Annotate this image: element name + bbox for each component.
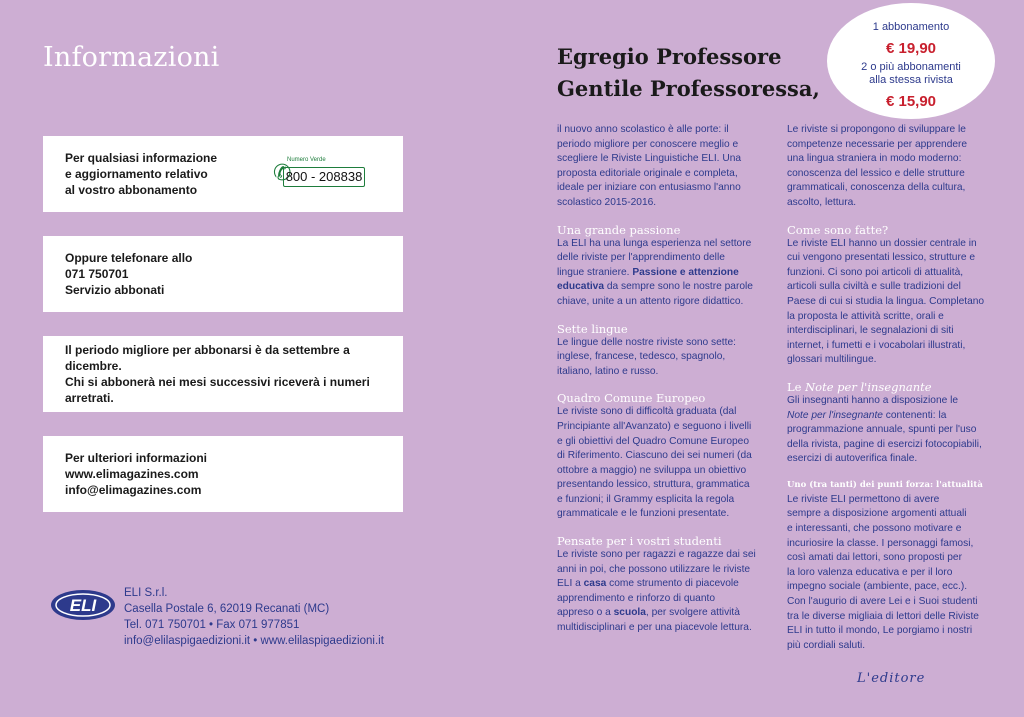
info-line: e aggiornamento relativo (65, 167, 208, 181)
email-link[interactable]: info@elimagazines.com (65, 483, 202, 497)
info-text (65, 150, 217, 198)
info-text (65, 450, 207, 498)
company-name: ELI S.r.l. (124, 587, 168, 599)
section-paragraph: Le riviste sono di difficoltà graduata (dal Principiante all'Avanzato) e seguono i livelli e gli obiettivi del Quadro Comune Europeo di Riferimento. Ciascuno dei sei numeri (da ottobre a maggio) ne sviluppa un obiettivo presentando lessico, struttura, grammatica e funzioni; il Grammy esplicita la regola grammaticale e le funzioni presentate. (557, 406, 752, 520)
info-box-contatti (43, 436, 403, 512)
section-paragraph: La ELI ha una lunga esperienza nel settore delle riviste per l'apprendimento delle lingue straniere. Passione e attenzione educativa da sempre sono le nostre parole chiave, unite a un attento rigore didattico. (557, 237, 753, 307)
section-paragraph: Le riviste sono per ragazzi e ragazze dai sei anni in poi, che possono utilizzare le riviste ELI a casa come strumento di piacevole apprendimento e rinforzo di quanto appreso o a scuola, per svolgere attività multidisciplinari e per una piacevole lettura. (557, 549, 756, 634)
website-link[interactable]: www.elimagazines.com (65, 467, 199, 481)
info-text (65, 342, 381, 406)
info-line: Oppure telefonare allo (65, 251, 193, 265)
info-line: al vostro abbonamento (65, 183, 198, 197)
page-title: Informazioni (43, 42, 220, 73)
section-heading: Quadro Comune Europeo (557, 391, 706, 406)
section-heading: Le Note per l'insegnante (787, 379, 932, 394)
greeting-title (557, 41, 820, 105)
info-text (65, 250, 192, 298)
company-address: Casella Postale 6, 62019 Recanati (MC) (124, 603, 330, 615)
company-phone: Tel. 071 750701 • Fax 071 977851 (124, 619, 300, 631)
info-box-periodo (43, 336, 403, 412)
info-line: Per qualsiasi informazione (65, 151, 218, 165)
section-paragraph: Gli insegnanti hanno a disposizione le Note per l'insegnante contenenti: la programmazione annuale, spunti per l'uso della rivista, pagine di esercizi fotocopiabili, esercizi di autoverifica finale. (787, 394, 982, 465)
price-label: 2 o più abbonamenti (861, 61, 961, 73)
freephone-badge[interactable] (273, 159, 367, 189)
price-single: € 19,90 (885, 40, 937, 57)
section-heading: Pensate per i vostri studenti (557, 534, 722, 549)
info-line: Il periodo migliore per abbonarsi è da settembre a dicembre. (65, 343, 350, 373)
info-box-abbonamento (43, 136, 403, 212)
price-label: 1 abbonamento (872, 21, 950, 33)
logo-text: ELI (69, 596, 97, 615)
company-info (124, 585, 384, 649)
price-multi: € 15,90 (885, 93, 937, 110)
phone-icon: ✆ (273, 161, 292, 186)
section-heading: Come sono fatte? (787, 222, 889, 237)
info-line: Chi si abbonerà nei mesi successivi riceverà i numeri arretrati. (65, 375, 370, 405)
eli-logo (50, 588, 116, 622)
freephone-label: Numero Verde (287, 157, 326, 163)
info-line: Per ulteriori informazioni (65, 451, 208, 465)
price-label: alla stessa rivista (869, 74, 953, 86)
section-paragraph: Le riviste ELI permettono di avere sempre a disposizione argomenti attuali e interessanti, che possono motivare e incuriosire la classe. I personaggi famosi, così amati dai lettori, sono proposti per la loro valenza educativa e per il loro impegno sociale (ambiente, pace, ecc.). Con l'augurio di avere Lei e i Suoi studenti tra le diverse migliaia di lettori delle Riviste ELI in tutto il mondo, Le porgiamo i nostri più cordiali saluti. (787, 493, 979, 651)
freephone-number[interactable]: 800 - 208838 (283, 167, 365, 187)
info-line: Servizio abbonati (65, 283, 165, 297)
section-heading: Una grande passione (557, 222, 681, 237)
section-heading: Sette lingue (557, 321, 628, 336)
signature: L'editore (857, 671, 926, 686)
section-subheading: Uno (tra tanti) dei punti forza: l'attualità (787, 479, 983, 490)
section-paragraph: Le lingue delle nostre riviste sono sette: inglese, francese, tedesco, spagnolo, italiano, latino e russo. (557, 336, 736, 377)
greeting-line: Gentile Professoressa, (557, 76, 820, 101)
company-web[interactable]: info@elilaspigaedizioni.it • www.elilaspigaedizioni.it (124, 635, 384, 647)
letter-column-1 (557, 123, 769, 648)
intro-paragraph: Le riviste si propongono di sviluppare le competenze necessarie per apprendere una lingua straniera in modo moderno: conoscenza del lessico e delle strutture grammaticali, conoscenza della cultura, ascolto, lettura. (787, 124, 968, 208)
intro-paragraph: il nuovo anno scolastico è alle porte: il periodo migliore per conoscere meglio e scegliere le Riviste Linguistiche ELI. Una proposta editoriale originale e completa, ideale per iniziare con entusiasmo l'anno scolastico 2015-2016. (557, 124, 742, 208)
greeting-line: Egregio Professore (557, 44, 782, 69)
price-badge (827, 3, 995, 119)
letter-column-2 (787, 123, 1002, 665)
section-paragraph: Le riviste ELI hanno un dossier centrale in cui vengono presentati lessico, strutture e funzioni. Ci sono poi articoli di attualità, articoli sulla civiltà e sulle tradizioni del Paese di cui si studia la lingua. Completano la proposta le attività scritte, orali e interdisciplinari, le segnalazioni di siti internet, i fumetti e i vocabolari illustrati, glossari multilingue. (787, 237, 985, 366)
phone-number[interactable]: 071 750701 (65, 267, 129, 281)
info-box-telefono (43, 236, 403, 312)
